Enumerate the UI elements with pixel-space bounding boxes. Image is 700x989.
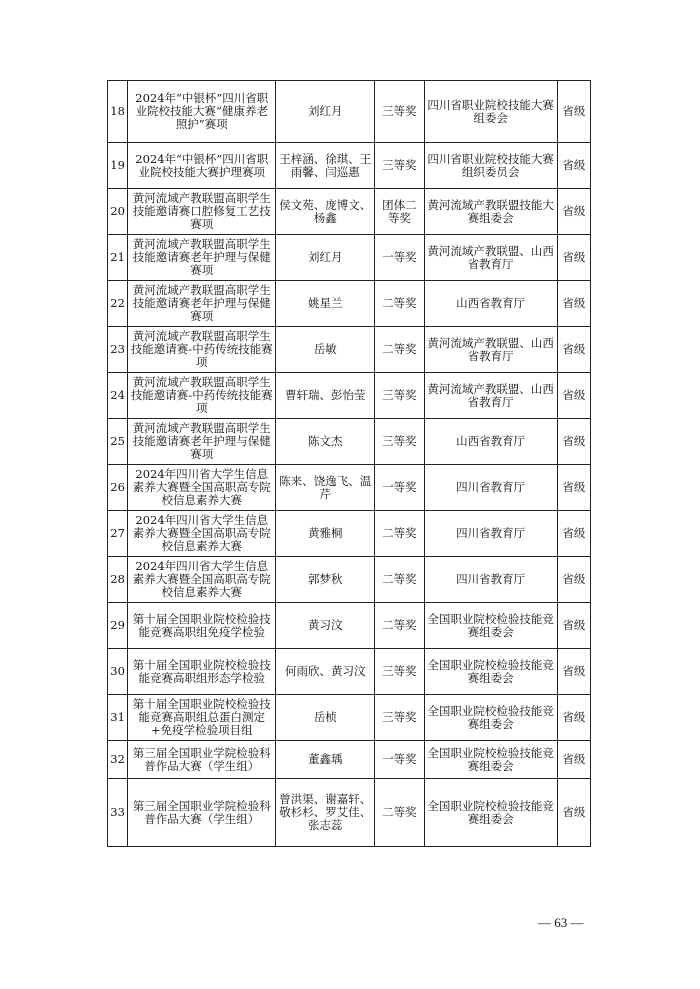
award-grade: 三等奖: [375, 143, 424, 189]
organizer: 四川省教育厅: [424, 511, 557, 557]
row-number: 20: [108, 189, 128, 235]
table-row: [108, 649, 591, 695]
table-row: [108, 695, 591, 741]
table-row: [108, 143, 591, 189]
award-grade: 二等奖: [375, 327, 424, 373]
student-names: 陈来、饶逸飞、温芹: [276, 465, 375, 511]
awards-table: [107, 80, 591, 847]
row-number: 24: [108, 373, 128, 419]
organizer: 山西省教育厅: [424, 281, 557, 327]
award-grade: 二等奖: [375, 511, 424, 557]
awards-table-body: [108, 81, 591, 847]
award-level: 省级: [557, 81, 590, 143]
competition-name: 黄河流域产教联盟高职学生技能邀请赛-中药传统技能赛项: [128, 373, 276, 419]
competition-name: 第十届全国职业院校检验技能竞赛高职组形态学检验: [128, 649, 276, 695]
row-number: 21: [108, 235, 128, 281]
table-row: [108, 741, 591, 779]
award-grade: 二等奖: [375, 779, 424, 847]
student-names: 董鑫瑀: [276, 741, 375, 779]
row-number: 26: [108, 465, 128, 511]
award-grade: 三等奖: [375, 419, 424, 465]
organizer: 黄河流域产教联盟技能大赛组委会: [424, 189, 557, 235]
row-number: 18: [108, 81, 128, 143]
organizer: 全国职业院校检验技能竞赛组委会: [424, 779, 557, 847]
student-names: 黄习汶: [276, 603, 375, 649]
student-names: 曾洪渠、谢嘉轩、敬杉杉、罗艾佳、张志蕊: [276, 779, 375, 847]
table-row: [108, 327, 591, 373]
award-grade: 一等奖: [375, 465, 424, 511]
competition-name: 黄河流域产教联盟高职学生技能邀请赛-中药传统技能赛项: [128, 327, 276, 373]
row-number: 33: [108, 779, 128, 847]
competition-name: 2024年“中银杯”四川省职业院校技能大赛护理赛项: [128, 143, 276, 189]
row-number: 29: [108, 603, 128, 649]
row-number: 19: [108, 143, 128, 189]
organizer: 四川省教育厅: [424, 557, 557, 603]
award-level: 省级: [557, 695, 590, 741]
competition-name: 2024年四川省大学生信息素养大赛暨全国高职高专院校信息素养大赛: [128, 557, 276, 603]
student-names: 曹轩瑞、彭怡莹: [276, 373, 375, 419]
award-grade: 二等奖: [375, 557, 424, 603]
award-level: 省级: [557, 779, 590, 847]
organizer: 黄河流域产教联盟、山西省教育厅: [424, 235, 557, 281]
row-number: 23: [108, 327, 128, 373]
award-level: 省级: [557, 603, 590, 649]
competition-name: 第三届全国职业学院检验科普作品大赛（学生组）: [128, 741, 276, 779]
award-level: 省级: [557, 327, 590, 373]
award-grade: 三等奖: [375, 649, 424, 695]
organizer: 四川省教育厅: [424, 465, 557, 511]
award-level: 省级: [557, 373, 590, 419]
table-row: [108, 281, 591, 327]
student-names: 何雨欣、黄习汶: [276, 649, 375, 695]
award-level: 省级: [557, 649, 590, 695]
page-number: — 63 —: [538, 915, 584, 930]
award-level: 省级: [557, 235, 590, 281]
organizer: 全国职业院校检验技能竞赛组委会: [424, 603, 557, 649]
award-level: 省级: [557, 557, 590, 603]
organizer: 山西省教育厅: [424, 419, 557, 465]
award-level: 省级: [557, 281, 590, 327]
student-names: 黄雅桐: [276, 511, 375, 557]
table-row: [108, 235, 591, 281]
row-number: 28: [108, 557, 128, 603]
row-number: 31: [108, 695, 128, 741]
table-row: [108, 603, 591, 649]
table-row: [108, 465, 591, 511]
table-row: [108, 189, 591, 235]
table-row: [108, 557, 591, 603]
competition-name: 第十届全国职业院校检验技能竞赛高职组总蛋白测定+免疫学检验项目组: [128, 695, 276, 741]
table-row: [108, 779, 591, 847]
award-level: 省级: [557, 741, 590, 779]
row-number: 22: [108, 281, 128, 327]
organizer: 四川省职业院校技能大赛组织委员会: [424, 143, 557, 189]
student-names: 陈文杰: [276, 419, 375, 465]
award-grade: 三等奖: [375, 81, 424, 143]
row-number: 25: [108, 419, 128, 465]
table-row: [108, 419, 591, 465]
competition-name: 黄河流域产教联盟高职学生技能邀请赛口腔修复工艺技赛项: [128, 189, 276, 235]
student-names: 王梓涵、徐琪、王雨馨、闫巡惠: [276, 143, 375, 189]
student-names: 刘红月: [276, 81, 375, 143]
row-number: 32: [108, 741, 128, 779]
student-names: 姚星兰: [276, 281, 375, 327]
award-level: 省级: [557, 189, 590, 235]
table-row: [108, 81, 591, 143]
organizer: 全国职业院校检验技能竞赛组委会: [424, 695, 557, 741]
organizer: 全国职业院校检验技能竞赛组委会: [424, 741, 557, 779]
award-level: 省级: [557, 511, 590, 557]
table-row: [108, 373, 591, 419]
award-level: 省级: [557, 143, 590, 189]
award-grade: 一等奖: [375, 235, 424, 281]
student-names: 岳敏: [276, 327, 375, 373]
award-grade: 三等奖: [375, 373, 424, 419]
award-grade: 一等奖: [375, 741, 424, 779]
award-grade: 二等奖: [375, 603, 424, 649]
award-level: 省级: [557, 465, 590, 511]
row-number: 30: [108, 649, 128, 695]
organizer: 四川省职业院校技能大赛组委会: [424, 81, 557, 143]
competition-name: 2024年四川省大学生信息素养大赛暨全国高职高专院校信息素养大赛: [128, 465, 276, 511]
row-number: 27: [108, 511, 128, 557]
table-row: [108, 511, 591, 557]
student-names: 岳桢: [276, 695, 375, 741]
award-grade: 二等奖: [375, 281, 424, 327]
organizer: 全国职业院校检验技能竞赛组委会: [424, 649, 557, 695]
competition-name: 黄河流域产教联盟高职学生技能邀请赛老年护理与保健赛项: [128, 419, 276, 465]
competition-name: 2024年四川省大学生信息素养大赛暨全国高职高专院校信息素养大赛: [128, 511, 276, 557]
competition-name: 黄河流域产教联盟高职学生技能邀请赛老年护理与保健赛项: [128, 281, 276, 327]
award-level: 省级: [557, 419, 590, 465]
student-names: 刘红月: [276, 235, 375, 281]
competition-name: 2024年“中银杯”四川省职业院校技能大赛“健康养老照护”赛项: [128, 81, 276, 143]
award-grade: 三等奖: [375, 695, 424, 741]
student-names: 侯文苑、庞博文、杨鑫: [276, 189, 375, 235]
organizer: 黄河流域产教联盟、山西省教育厅: [424, 373, 557, 419]
student-names: 郭梦秋: [276, 557, 375, 603]
organizer: 黄河流域产教联盟、山西省教育厅: [424, 327, 557, 373]
competition-name: 第十届全国职业院校检验技能竞赛高职组免疫学检验: [128, 603, 276, 649]
award-grade: 团体二等奖: [375, 189, 424, 235]
competition-name: 第三届全国职业学院检验科普作品大赛（学生组）: [128, 779, 276, 847]
competition-name: 黄河流域产教联盟高职学生技能邀请赛老年护理与保健赛项: [128, 235, 276, 281]
